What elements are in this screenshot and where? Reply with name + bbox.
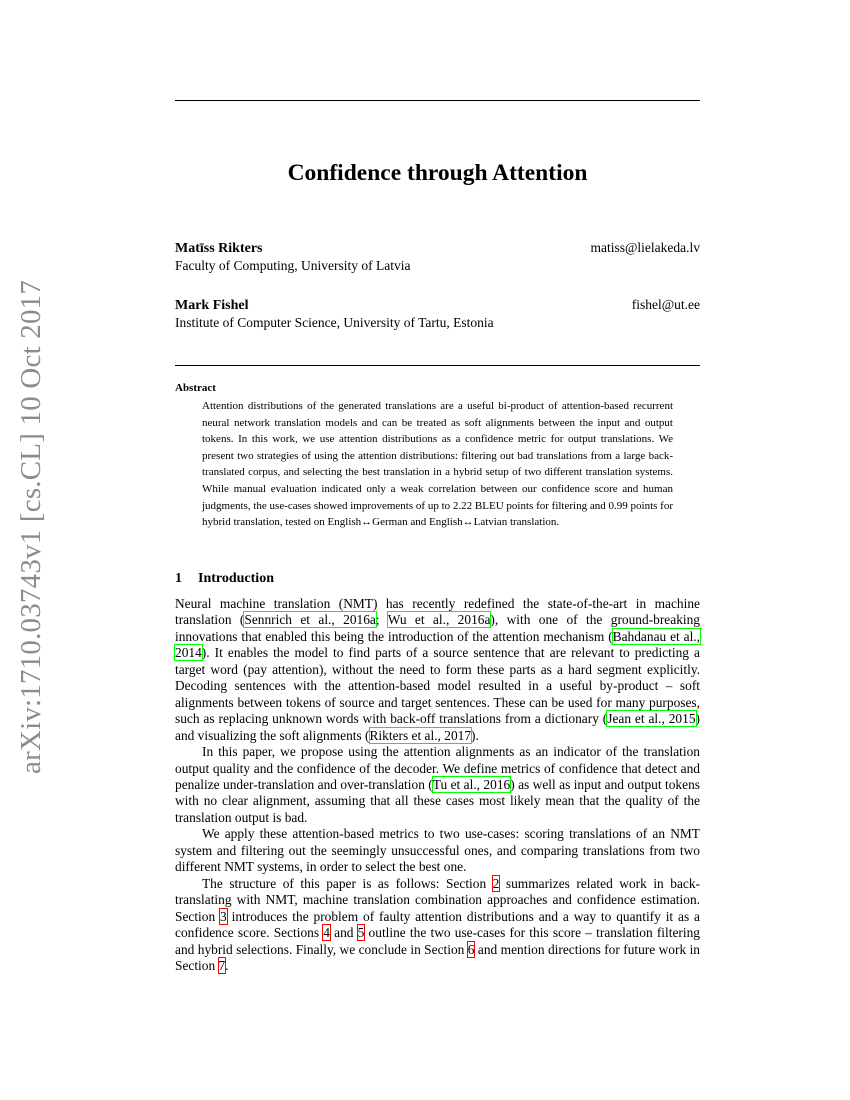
abstract-paragraph: Attention distributions of the generated translations are a useful bi-product of attention-based recurrent neural network translation models and can be treated as soft alignments between the input and output tokens. In this work, we use attention distributions as a confidence metric for output translations. We present two strategies of using the attention distributions: filtering out bad translations from a large back-translated corpus, and selecting the best translation in a hybrid setup of two different translation systems. While manual evaluation indicated only a weak correlation between our confidence score and human judgments, the use-cases showed improvements of up to 2.22 BLEU points for filtering and 0.99 points for hybrid translation, tested on English↔German and English↔Latvian translation.	[202, 400, 673, 529]
section-heading	[175, 570, 274, 588]
text-run: Neural machine translation (NMT) has recently redefined the state-of-the-art in machine translation (	[175, 596, 700, 628]
text-run: introduces the problem of faulty attention distributions and a way to quantify it as a confidence score. Sections	[175, 908, 700, 941]
paragraph-2	[175, 744, 700, 826]
text-run: and mention directions for future work in Section	[175, 941, 700, 973]
text-run: ). It enables the model to find parts of a source sentence that are relevant to predicting a target word (pay attention), without the need to form these parts as a hard segment explicitly. Decoding sentences with the attention-based model resulted in a useful by-product – soft alignments between tokens of source and target sentences. These can be used for many purposes, such as replacing unknown words with back-off translations from a dictionary (	[175, 645, 700, 727]
text-run: ;	[375, 612, 388, 628]
header-rule	[175, 365, 700, 366]
arxiv-watermark: arXiv:1710.03743v1 [cs.CL] 10 Oct 2017	[15, 279, 47, 774]
section-ref-link[interactable]: 2	[492, 875, 500, 891]
author-affiliation: Faculty of Computing, University of Latvia	[175, 258, 411, 273]
paragraph-3: We apply these attention-based metrics to two use-cases: scoring translations of an NMT system and filtering out the seemingly unsuccessful ones, and comparing translations from two different NMT systems, in order to select the best one.	[175, 826, 700, 875]
text-run: ).	[471, 727, 479, 743]
paragraph-4	[175, 876, 700, 975]
author-block-2	[175, 296, 700, 331]
citation-link[interactable]: Jean et al., 2015	[607, 711, 696, 727]
section-title: Introduction	[198, 571, 274, 586]
text-run: .	[225, 957, 229, 973]
author-email[interactable]: fishel@ut.ee	[631, 297, 700, 312]
section-ref-link[interactable]: 7	[218, 957, 226, 973]
text-run: The structure of this paper is as follows: Section	[202, 875, 493, 891]
introduction-body	[175, 596, 700, 974]
author-affiliation: Institute of Computer Science, University of Tartu, Estonia	[175, 315, 494, 330]
text-run: outline the two use-cases for this score – translation filtering and hybrid selections. Finally, we conclude in Section	[175, 925, 700, 957]
text-run: summarizes related work in back-translating with NMT, machine translation combination approaches and confidence estimation. Section	[175, 875, 700, 924]
text-run: ) and visualizing the soft alignments (	[175, 711, 700, 743]
text-run: ), with one of the ground-breaking innovations that enabled this being the introduction of the attention mechanism (	[175, 612, 700, 644]
citation-link[interactable]: Tu et al., 2016	[432, 776, 511, 792]
citation-link[interactable]: Rikters et al., 2017	[369, 727, 472, 743]
citation-link[interactable]: Bahdanau et al., 2014	[175, 628, 701, 661]
author-name: Mark Fishel	[175, 298, 249, 313]
citation-link[interactable]: Wu et al., 2016a	[387, 612, 491, 628]
section-number: 1	[175, 571, 182, 586]
text-run: ) as well as input and output tokens with no clear alignment, assuming that all these cases most likely mean that the quality of the translation output is bad.	[175, 776, 700, 825]
top-rule	[175, 100, 700, 101]
text-run: and	[329, 925, 358, 941]
abstract-heading: Abstract	[175, 382, 216, 394]
citation-link[interactable]: Sennrich et al., 2016a	[244, 612, 376, 628]
author-email[interactable]: matiss@lielakeda.lv	[590, 240, 700, 255]
paper-title: Confidence through Attention	[287, 160, 588, 186]
abstract-text	[202, 398, 673, 531]
paragraph-1	[175, 596, 700, 744]
section-ref-link[interactable]: 5	[357, 925, 365, 941]
author-block-1	[175, 239, 700, 274]
author-name: Matīss Rikters	[175, 241, 263, 256]
text-run: In this paper, we propose using the attention alignments as an indicator of the translation output quality and the confidence of the decoder. We define metrics of confidence that detect and penalize under-translation and over-translation (	[175, 744, 700, 792]
section-ref-link[interactable]: 6	[467, 941, 475, 957]
section-ref-link[interactable]: 4	[323, 925, 330, 941]
section-ref-link[interactable]: 3	[220, 908, 227, 924]
